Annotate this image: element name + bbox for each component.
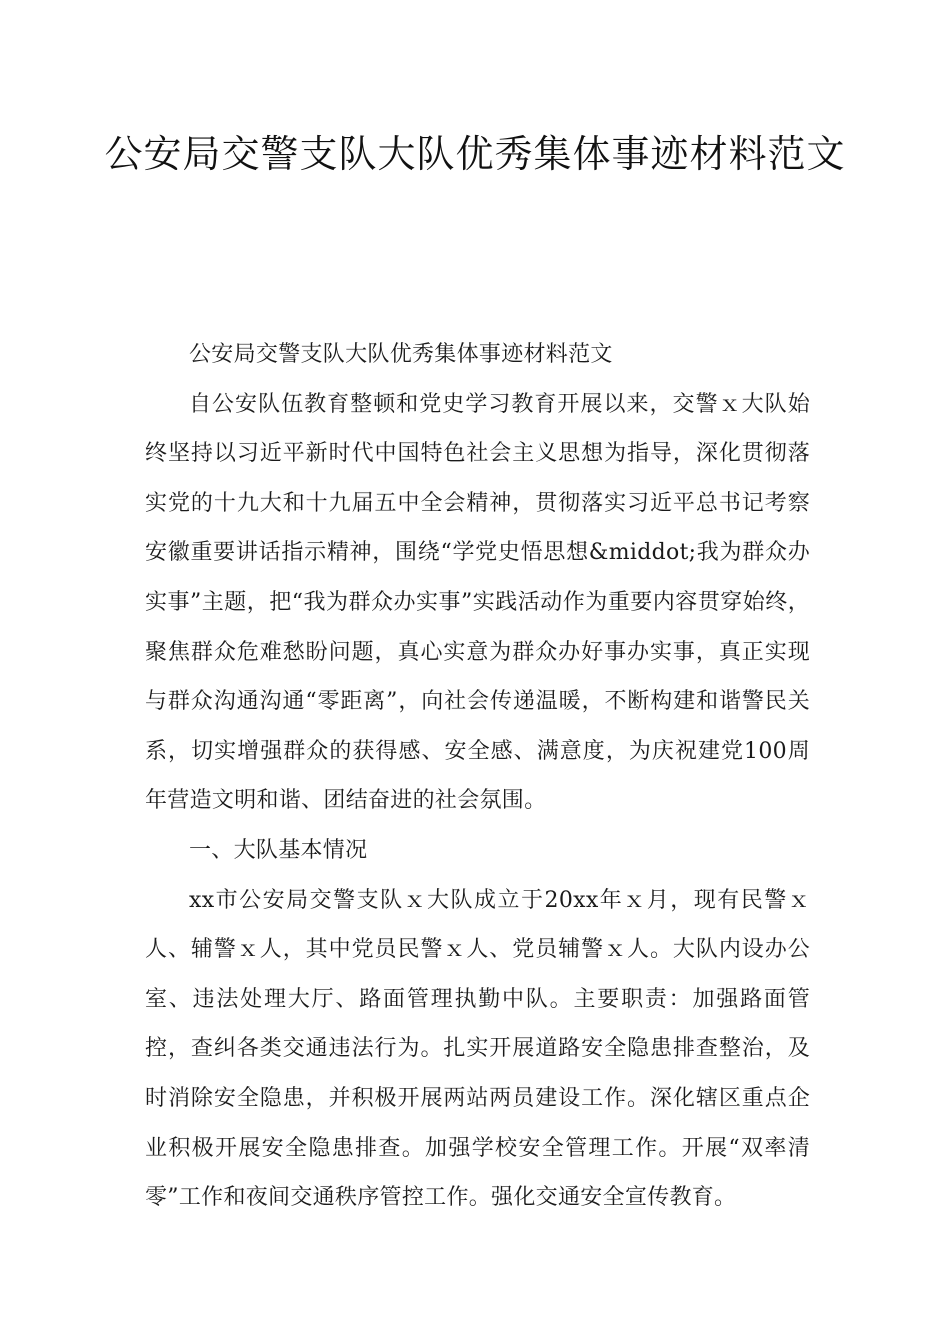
paragraph-intro: 自公安队伍教育整顿和党史学习教育开展以来，交警ｘ大队始终坚持以习近平新时代中国特色社会主义思想为指导，深化贯彻落实党的十九大和十九届五中全会精神，贯彻落实习近平总书记考察安徽重要讲话指示精神，围绕“学党史悟思想&middot;我为群众办实事”主题，把“我为群众办实事”实践活动作为重要内容贯穿始终，聚焦群众危难愁盼问题，真心实意为群众办好事办实事，真正实现与群众沟通沟通“零距离”，向社会传递温暖，不断构建和谐警民关系，切实增强群众的获得感、安全感、满意度，为庆祝建党100周年营造文明和谐、团结奋进的社会氛围。: [145, 391, 810, 814]
document-body: [145, 330, 810, 1223]
section-heading-basic-info: 一、大队基本情况: [189, 837, 368, 863]
paragraph-basic-info: xx市公安局交警支队ｘ大队成立于20xx年ｘ月，现有民警ｘ人、辅警ｘ人，其中党员民警ｘ人、党员辅警ｘ人。大队内设办公室、违法处理大厅、路面管理执勤中队。主要职责：加强路面管控，查纠各类交通违法行为。扎实开展道路安全隐患排查整治，及时消除安全隐患，并积极开展两站两员建设工作。深化辖区重点企业积极开展安全隐患排查。加强学校安全管理工作。开展“双率清零”工作和夜间交通秩序管控工作。强化交通安全宣传教育。: [145, 887, 810, 1211]
document-title: 公安局交警支队大队优秀集体事迹材料范文: [104, 132, 846, 176]
paragraph-subtitle: 公安局交警支队大队优秀集体事迹材料范文: [189, 342, 613, 367]
